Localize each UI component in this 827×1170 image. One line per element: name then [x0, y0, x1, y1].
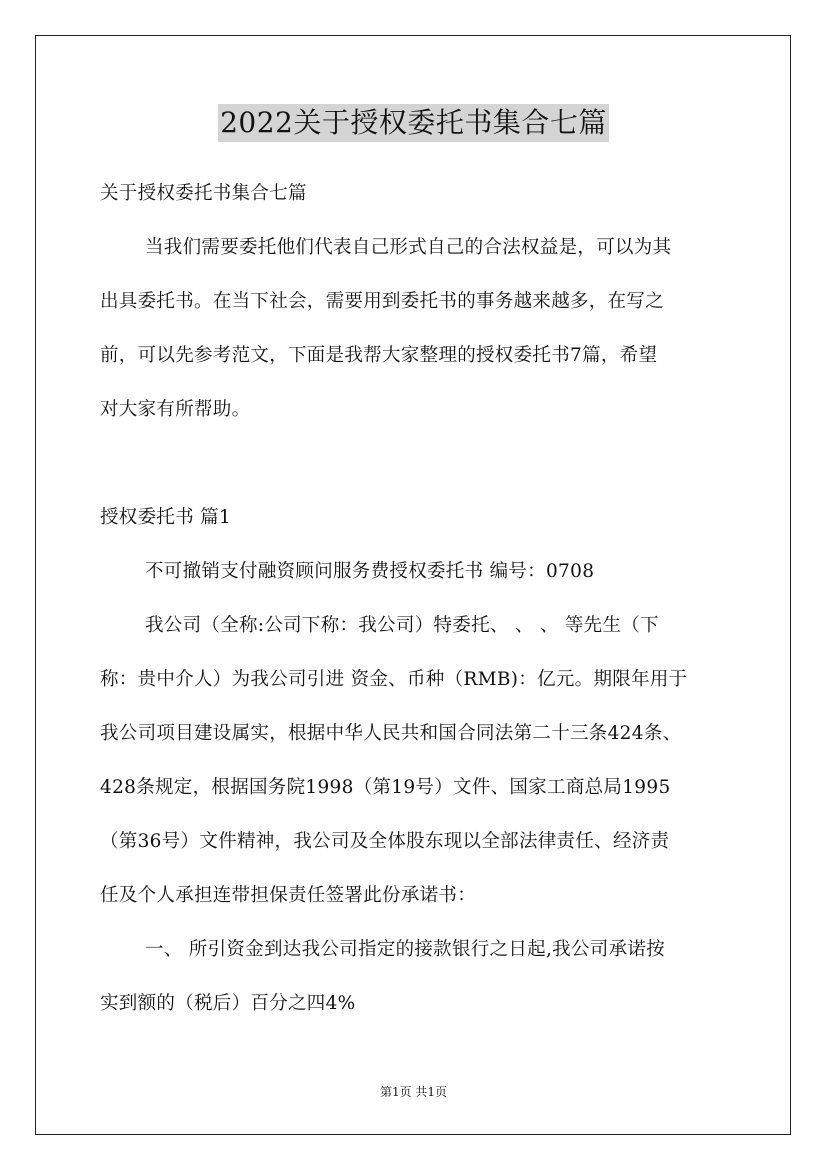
- intro-line: 出具委托书。在当下社会，需要用到委托书的事务越来越多，在写之: [100, 291, 665, 312]
- body-line: 我公司（全称:公司下称：我公司）特委托、 、 、 等先生（下: [145, 615, 659, 636]
- document-title: 2022关于授权委托书集合七篇: [218, 104, 609, 142]
- doc-name: 不可撤销支付融资顾问服务费授权委托书 编号：0708: [145, 561, 595, 582]
- document-subtitle: 关于授权委托书集合七篇: [100, 183, 307, 204]
- body-line: 一、 所引资金到达我公司指定的接款银行之日起,我公司承诺按: [145, 939, 665, 960]
- intro-line: 当我们需要委托他们代表自己形式自己的合法权益是，可以为其: [145, 237, 672, 258]
- body-line: 实到额的（税后）百分之四4%: [100, 993, 356, 1014]
- body-line: 称：贵中介人）为我公司引进 资金、币种（RMB)：亿元。期限年用于: [100, 669, 688, 690]
- body-line: 我公司项目建设属实，根据中华人民共和国合同法第二十三条424条、: [100, 723, 682, 744]
- body-line: 428条规定，根据国务院1998（第19号）文件、国家工商总局1995: [100, 777, 671, 798]
- page-footer: 第1页 共1页: [379, 1085, 448, 1099]
- intro-line: 对大家有所帮助。: [100, 399, 251, 420]
- body-line: （第36号）文件精神，我公司及全体股东现以全部法律责任、经济责: [100, 831, 670, 852]
- title-container: [0, 104, 827, 142]
- intro-line: 前，可以先参考范文，下面是我帮大家整理的授权委托书7篇，希望: [100, 345, 658, 366]
- body-line: 任及个人承担连带担保责任签署此份承诺书：: [100, 885, 477, 906]
- section-heading: 授权委托书 篇1: [100, 507, 232, 528]
